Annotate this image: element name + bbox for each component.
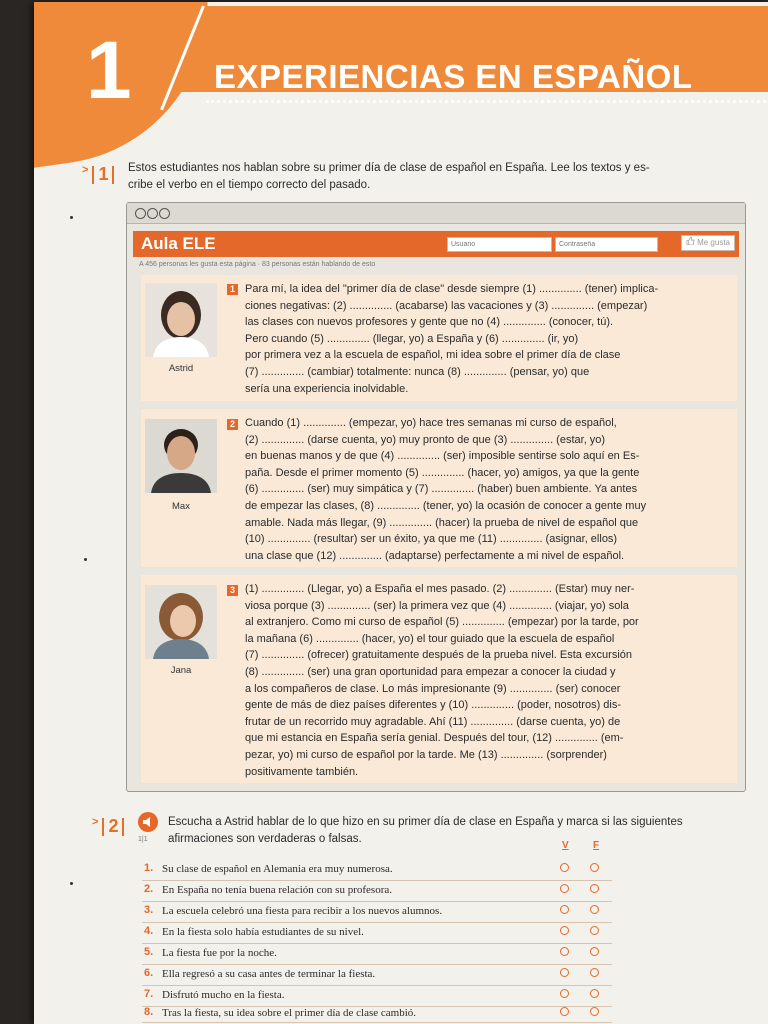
- exercise-1-instruction: Estos estudiantes nos hablan sobre su primer día de clase de español en España. Lee los textos y es- cribe el verbo en el tiempo correcto del pasado.: [128, 162, 650, 191]
- post-text: Cuando (1) .............. (empezar, yo) hace tres semanas mi curso de español, (2) .............. (darse cuenta, yo) muy pronto de que (3) .............. (estar, yo) en buenas manos y de que (4) .............. (ser) imposible sentirse solo aquí en Es- paña. Desde el primer momento (5) .............. (hacer, yo) amigos, ya que la gente (6) .............. (ser) muy simpática y (7) .............. (haber) buen ambiente. Ya antes de empezar las clases, (8) .............. (tener, yo) la ocasión de conocer a gente muy amable. Nada más llegar, (9) .............. (hacer) la prueba de nivel de español que (10) .............. (resultar) ser un éxito, ya que me (11) .............. (asignar, ellos) una clase que (12) .............. (adaptarse) perfectamente a mi nivel de español.: [245, 417, 647, 562]
- false-radio[interactable]: [590, 989, 599, 998]
- unit-number: 1: [86, 25, 132, 116]
- student-name: Astrid: [168, 363, 194, 374]
- forum-post-max: [141, 409, 737, 567]
- true-radio[interactable]: [560, 884, 569, 893]
- margin-dot: [84, 558, 87, 561]
- thumbs-up-icon: [686, 237, 695, 245]
- true-radio[interactable]: [560, 926, 569, 935]
- username-input[interactable]: [447, 237, 552, 252]
- statement-row: 8. Tras la fiesta, su idea sobre el primer día de clase cambió.: [142, 1004, 612, 1023]
- forum-header: [133, 231, 739, 257]
- student-name: Jana: [170, 665, 192, 676]
- false-radio[interactable]: [590, 968, 599, 977]
- student-name: Max: [172, 501, 190, 512]
- true-column-header: V: [562, 840, 569, 851]
- statement-row: 3. La escuela celebró una fiesta para recibir a los nuevos alumnos.: [142, 902, 612, 923]
- like-button[interactable]: Me gusta: [681, 235, 735, 251]
- window-dot-icon: [135, 208, 146, 219]
- forum-window: [126, 202, 746, 792]
- audio-icon[interactable]: [138, 812, 158, 832]
- post-number: 1: [227, 284, 238, 295]
- forum-title: Aula ELE: [141, 234, 216, 253]
- true-radio[interactable]: [560, 989, 569, 998]
- forum-post-jana: [141, 575, 737, 783]
- avatar: [145, 419, 217, 493]
- unit-title: EXPERIENCIAS EN ESPAÑOL: [214, 58, 693, 95]
- false-radio[interactable]: [590, 905, 599, 914]
- false-radio[interactable]: [590, 926, 599, 935]
- post-number: 3: [227, 585, 238, 596]
- exercise-1-number: > 1: [82, 164, 118, 185]
- false-radio[interactable]: [590, 863, 599, 872]
- false-radio[interactable]: [590, 884, 599, 893]
- likes-summary: A 456 personas les gusta esta página · 83 personas están hablando de esto: [139, 261, 376, 268]
- true-radio[interactable]: [560, 863, 569, 872]
- avatar: [145, 585, 217, 659]
- true-radio[interactable]: [560, 905, 569, 914]
- password-input[interactable]: [555, 237, 658, 252]
- margin-dot: [70, 882, 73, 885]
- post-number: 2: [227, 419, 238, 430]
- audio-track-number: 1|1: [138, 836, 148, 843]
- statement-row: 5. La fiesta fue por la noche.: [142, 944, 612, 965]
- false-radio[interactable]: [590, 947, 599, 956]
- statement-row: 7. Disfrutó mucho en la fiesta.: [142, 986, 612, 1007]
- avatar: [145, 283, 217, 357]
- margin-dot: [70, 216, 73, 219]
- window-titlebar: [127, 203, 745, 224]
- forum-post-astrid: [141, 275, 737, 401]
- false-radio[interactable]: [590, 1007, 599, 1016]
- true-radio[interactable]: [560, 1007, 569, 1016]
- window-dot-icon: [147, 208, 158, 219]
- textbook-page: [34, 2, 768, 1024]
- false-column-header: F: [593, 840, 600, 851]
- statement-row: 6. Ella regresó a su casa antes de terminar la fiesta.: [142, 965, 612, 986]
- window-dot-icon: [159, 208, 170, 219]
- unit-banner: [34, 6, 768, 126]
- statement-row: 4. En la fiesta solo había estudiantes de su nivel.: [142, 923, 612, 944]
- true-radio[interactable]: [560, 947, 569, 956]
- exercise-2-instruction: Escucha a Astrid hablar de lo que hizo en su primer día de clase en España y marca si las siguientes afirmaciones son verdaderas o falsas.: [168, 816, 683, 845]
- post-text: Para mí, la idea del "primer día de clase" desde siempre (1) .............. (tener) implica- ciones negativas: (2) .............. (acabarse) las vacaciones y (3) .............. (empezar) las clases con nuevos profesores y gente que no (4) .............. (conocer, tú). Pero cuando (5) .............. (llegar, yo) a España y (6) .............. (ir, yo) por primera vez a la escuela de español, mi idea sobre el primer día de clase (7) .............. (cambiar) totalmente: nunca (8) .............. (pensar, yo) que sería una experiencia inolvidable.: [245, 283, 659, 395]
- exercise-2-number: > 2: [92, 816, 128, 837]
- statement-row: 1. Su clase de español en Alemania era muy numerosa.: [142, 860, 612, 881]
- true-radio[interactable]: [560, 968, 569, 977]
- statement-row: 2. En España no tenía buena relación con su profesora.: [142, 881, 612, 902]
- post-text: (1) .............. (Llegar, yo) a España el mes pasado. (2) .............. (Estar) muy ner- viosa porque (3) .............. (ser) la primera vez que (4) .............. (viajar, yo) sola al extranjero. Como mi curso de español (5) .............. (empezar) por la tarde, por la mañana (6) .............. (hacer, yo) el tour guiado que la escuela de español (7) .............. (ofrecer) gratuitamente después de la prueba nivel. Esta excursión (8) .............. (ser) una gran oportunidad para empezar a conocer la ciudad y a los compañeros de clase. Lo más impresionante (9) .............. (ser) conocer gente de más de diez países diferentes y (10) .............. (poder, nosotros) dis- frutar de un recorrido muy agradable. Ahí (11) .............. (darse cuenta, yo) de que mi estancia en España sería genial. Después del tour, (12) .............. (em- pezar, yo) mi curso de español por la tarde. Me (13) .............. (sorprender) positivamente también.: [245, 583, 639, 778]
